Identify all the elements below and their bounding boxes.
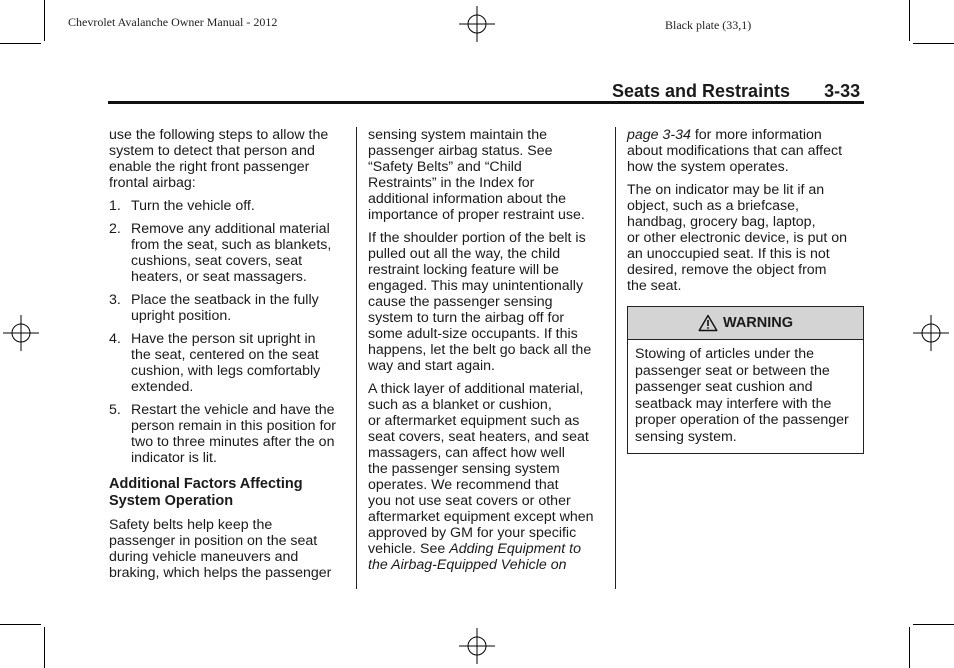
registration-mark-icon [913,315,949,351]
step-text: Place the seatback in the fully upright position. [131,292,319,324]
column-3 [627,127,864,454]
crop-mark [0,624,41,625]
plate-label: Black plate (33,1) [665,18,752,32]
registration-mark-icon [459,628,495,664]
list-item [109,402,349,466]
list-item [109,331,349,395]
step-number: 2. [109,221,121,237]
list-item [109,221,349,285]
crop-mark [913,43,954,44]
step-number: 3. [109,292,121,308]
page-number: 3-33 [824,81,861,101]
crop-mark [909,0,910,41]
paragraph-text: for more information about modifications that can affect how the system operates. [627,127,843,175]
header-rule [108,101,864,104]
warning-header [628,307,863,340]
step-text: Remove any additional material from the seat, such as blankets, cushions, seat covers, seat heaters, or seat massagers. [131,221,332,285]
column-2 [368,127,604,580]
crop-mark [913,624,954,625]
crop-mark [44,627,45,668]
step-text: Have the person sit upright in the seat, centered on the seat cushion, with legs comfortably extended. [131,331,321,395]
column-divider [615,127,616,589]
steps-list [109,198,349,466]
crop-mark [909,627,910,668]
manual-title: Chevrolet Avalanche Owner Manual - 2012 [68,15,278,29]
step-number: 4. [109,331,121,347]
step-number: 1. [109,198,121,214]
list-item [109,198,349,214]
step-text: Restart the vehicle and have the person remain in this position for two to three minutes after the on indicator is lit. [131,402,337,466]
registration-mark-icon [3,315,39,351]
body-paragraph: Safety belts help keep the passenger in position on the seat during vehicle maneuvers and braking, which helps the passenger [109,517,332,581]
warning-text: Stowing of articles under the passenger seat or between the passenger seat cushion and seatback may interfere with the proper operation of the passenger sensing system. [635,346,849,445]
intro-paragraph: use the following steps to allow the system to detect that person and enable the right front passenger frontal airbag: [109,127,329,191]
body-paragraph: If the shoulder portion of the belt is pulled out all the way, the child restraint locking feature will be engaged. This may unintentionally cause the passenger sensing system to turn the airbag off for some adult-size occupants. If this happens, let the belt go back all the way and start again. [368,230,592,374]
page-title [612,81,860,102]
crop-mark [44,0,45,41]
column-divider [356,127,357,589]
paragraph-text: A thick layer of additional material, such as a blanket or cushion, or aftermarket equipment such as seat covers, seat heaters, and seat massagers, can affect how well the passenger sensing system operates. We recommend that you not use seat covers or other aftermarket equipment except when approved by GM for your specific vehicle. See [368,381,594,557]
section-name: Seats and Restraints [612,81,791,101]
step-text: Turn the vehicle off. [131,198,255,214]
crop-mark [0,43,41,44]
warning-label: WARNING [722,315,794,331]
step-number: 5. [109,402,121,418]
body-paragraph [368,381,604,573]
warning-triangle-icon [698,314,718,332]
body-paragraph: The on indicator may be lit if an object, such as a briefcase, handbag, grocery bag, laptop, or other electronic device, is put on an unoccupied seat. If this is not desired, remove the object from the seat. [627,182,848,294]
list-item [109,292,349,324]
cross-reference-link[interactable]: Adding Equipment to the Airbag-Equipped Vehicle on [368,541,581,573]
subheading: Additional Factors Affecting System Operation [109,476,303,509]
body-paragraph [627,127,864,175]
cross-reference-link[interactable]: page 3-34 [627,127,691,143]
body-paragraph: sensing system maintain the passenger airbag status. See “Safety Belts” and “Child Restraints” in the Index for additional information about the importance of proper restraint use. [368,127,585,223]
warning-box [627,306,864,454]
column-1 [109,127,349,588]
registration-mark-icon [459,6,495,42]
